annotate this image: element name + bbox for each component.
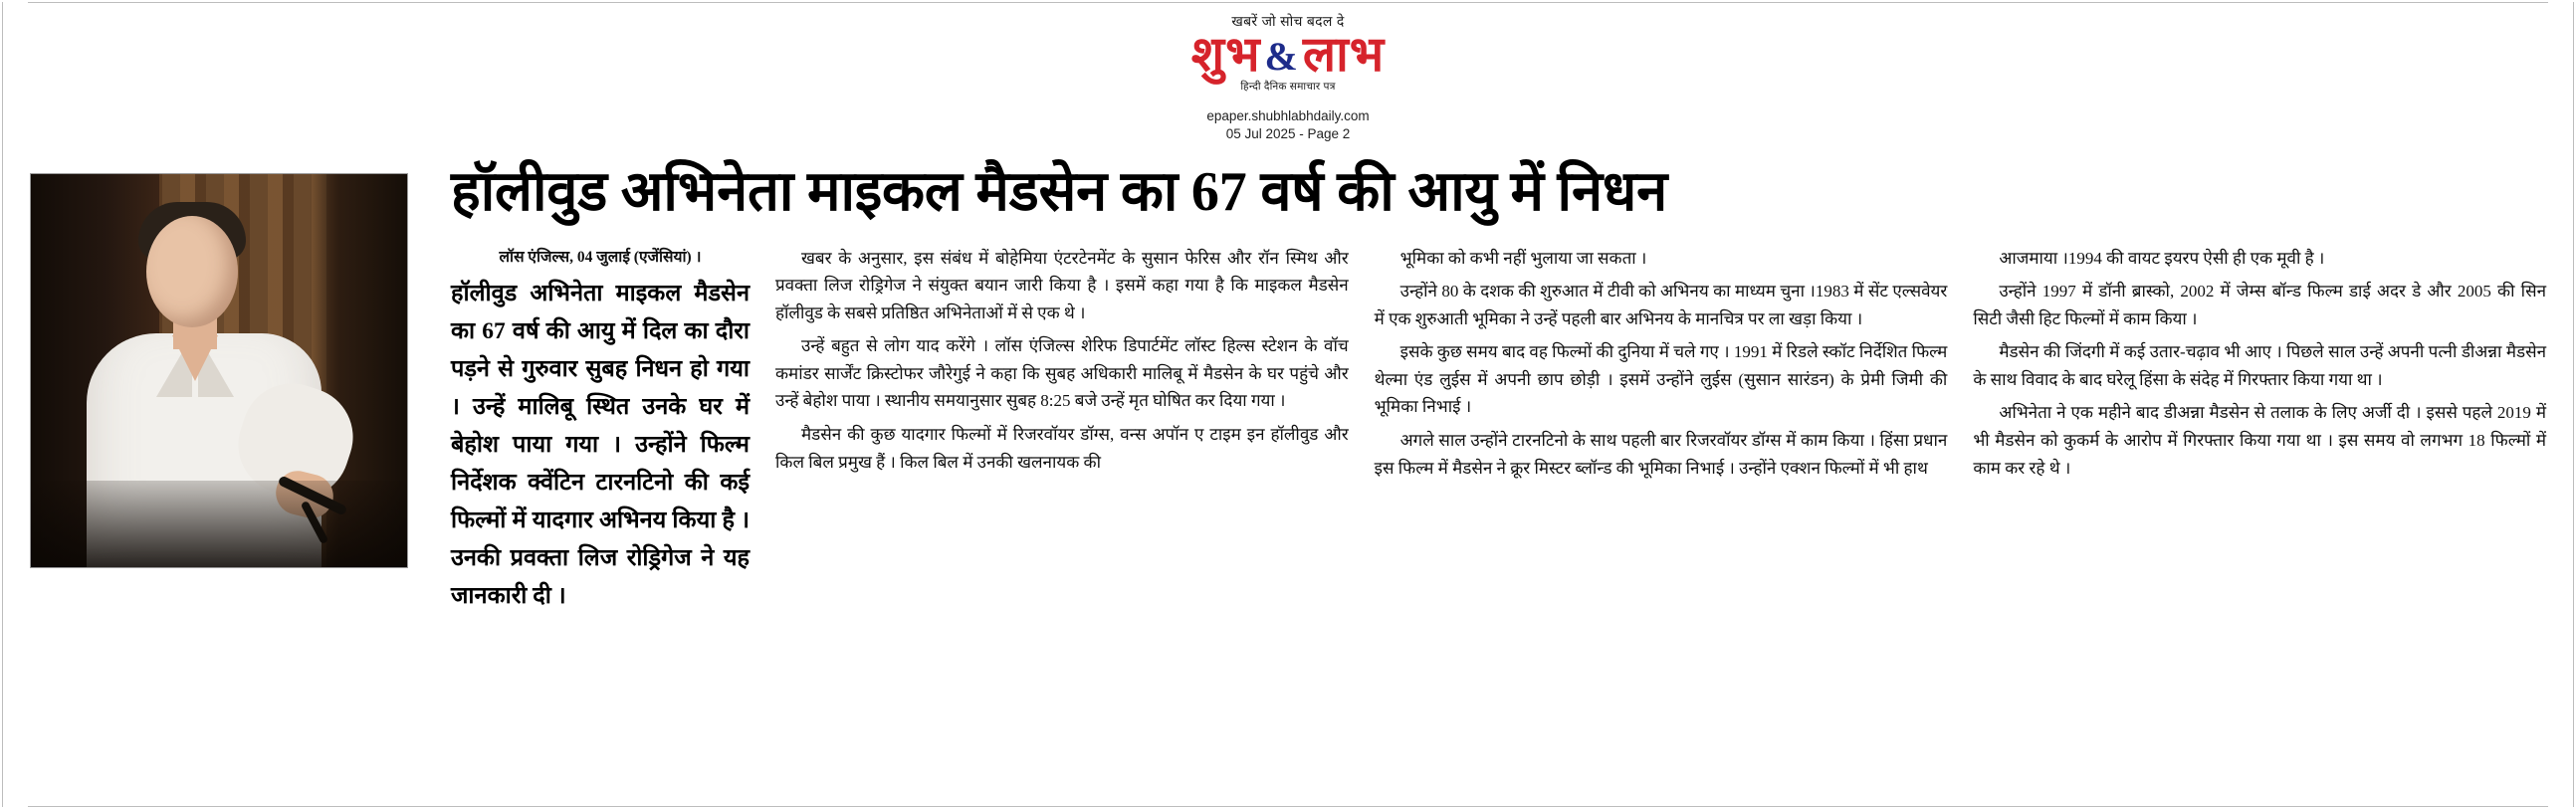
issue-date-page: 05 Jul 2025 - Page 2	[1225, 126, 1351, 141]
article-paragraph: मैडसेन की कुछ यादगार फिल्मों में रिजरवॉयर डॉग्स, वन्स अपॉन ए टाइम इन हॉलीवुड और किल बिल प्रमुख हैं । किल बिल में उनकी खलनायक की	[775, 425, 1349, 472]
masthead	[0, 0, 2576, 141]
article-column-2	[1375, 245, 1948, 482]
article-column-1	[775, 245, 1349, 476]
logo-tagline-bottom: हिन्दी दैनिक समाचार पत्र	[1240, 81, 1336, 93]
article-photo	[30, 173, 408, 568]
article-paragraph: खबर के अनुसार, इस संबंध में बोहेमिया एंटरटेनमेंट के सुसान फेरिस और रॉन स्मिथ और प्रवक्ता लिज रोड्रिगेज ने संयुक्त बयान जारी किया है । इसमें कहा गया है कि माइकल मैडसेन हॉलीवुड के सबसे प्रतिष्ठित अभिनेताओं में से एक थे ।	[775, 248, 1349, 322]
article-paragraph: उन्हें बहुत से लोग याद करेंगे । लॉस एंजिल्स शेरिफ डिपार्टमेंट लॉस्ट हिल्स स्टेशन के वॉच कमांडर सार्जेंट क्रिस्टोफर जौरेगुई ने कहा कि सुबह अधिकारी मालिबू में मैडसेन के घर पहुंचे और उन्हें बेहोश पाया । स्थानीय समयानुसार सुबह 8:25 बजे उन्हें मृत घोषित कर दिया गया ।	[775, 336, 1349, 411]
article-headline: हॉलीवुड अभिनेता माइकल मैडसेन का 67 वर्ष की आयु में निधन	[451, 161, 1668, 223]
article-paragraph: अभिनेता ने एक महीने बाद डीअन्ना मैडसेन से तलाक के लिए अर्जी दी । इससे पहले 2019 में भी मैडसेन को कुकर्म के आरोप में गिरफ्तार किया गया था । इस समय वो लगभग 18 फिल्मों में काम कर रहे थे ।	[1973, 403, 2547, 478]
logo-wordmark	[1190, 27, 1386, 82]
article	[30, 159, 2546, 615]
article-text-column	[423, 159, 2546, 615]
logo-word-right: लाभ	[1302, 27, 1386, 82]
newspaper-logo[interactable]	[1191, 14, 1385, 93]
article-paragraph: उन्होंने 80 के दशक की शुरुआत में टीवी को अभिनय का माध्यम चुना ।1983 में सेंट एल्सवेयर में एक शुरुआती भूमिका ने उन्हें पहली बार अभिनय के मानचित्र पर ला खड़ा किया ।	[1374, 282, 1948, 328]
article-dateline: लॉस एंजिल्स, 04 जुलाई (एजेंसियां) ।	[499, 248, 702, 266]
article-paragraph: उन्होंने 1997 में डॉनी ब्रास्को, 2002 में जेम्स बॉन्ड फिल्म डाई अदर डे और 2005 की सिन सिटी जैसी हिट फिल्मों में काम किया ।	[1973, 282, 2547, 328]
article-paragraph: आजमाया ।1994 की वायट इयरप ऐसी ही एक मूवी है ।	[1999, 248, 2325, 268]
article-body	[451, 245, 2546, 616]
logo-word-left: शुभ	[1190, 27, 1261, 82]
epaper-url[interactable]: epaper.shubhlabhdaily.com	[1206, 108, 1370, 123]
article-paragraph: इसके कुछ समय बाद वह फिल्मों की दुनिया में चले गए । 1991 में रिडले स्कॉट निर्देशित फिल्म थेल्मा एंड लुईस में अपनी छाप छोड़ी । इसमें उन्होंने लुईस (सुसान सारंडन) के प्रेमी जिमी की भूमिका निभाई ।	[1374, 342, 1948, 417]
article-paragraph: मैडसेन की जिंदगी में कई उतार-चढ़ाव भी आए । पिछले साल उन्हें अपनी पत्नी डीअन्ना मैडसेन के साथ विवाद के बाद घरेलू हिंसा के संदेह में गिरफ्तार किया गया था ।	[1973, 342, 2547, 389]
photo-subject-face	[146, 216, 238, 327]
article-photo-column	[30, 159, 423, 568]
photo-foreground-shadow	[31, 481, 407, 567]
article-column-3	[1973, 245, 2546, 482]
article-lead-paragraph: हॉलीवुड अभिनेता माइकल मैडसेन का 67 वर्ष की आयु में दिल का दौरा पड़ने से गुरुवार सुबह निधन हो गया । उन्हें मालिबू स्थित उनके घर में बेहोश पाया गया । उन्होंने फिल्म निर्देशक क्वेंटिन टारनटिनो की कई फिल्मों में यादगार अभिनय किया है । उनकी प्रवक्ता लिज रोड्रिगेज ने यह जानकारी दी ।	[451, 280, 750, 610]
article-paragraph: भूमिका को कभी नहीं भुलाया जा सकता ।	[1399, 248, 1647, 268]
logo-ampersand: &	[1264, 33, 1299, 79]
article-paragraph: अगले साल उन्होंने टारनटिनो के साथ पहली बार रिजरवॉयर डॉग्स में काम किया । हिंसा प्रधान इस फिल्म में मैडसेन ने क्रूर मिस्टर ब्लॉन्ड की भूमिका निभाई । उन्होंने एक्शन फिल्मों में भी हाथ	[1374, 431, 1948, 478]
article-column-lead	[451, 245, 750, 616]
logo-tagline-top: खबरें जो सोच बदल दे	[1231, 13, 1345, 29]
page-bottom-rule	[28, 806, 2548, 807]
